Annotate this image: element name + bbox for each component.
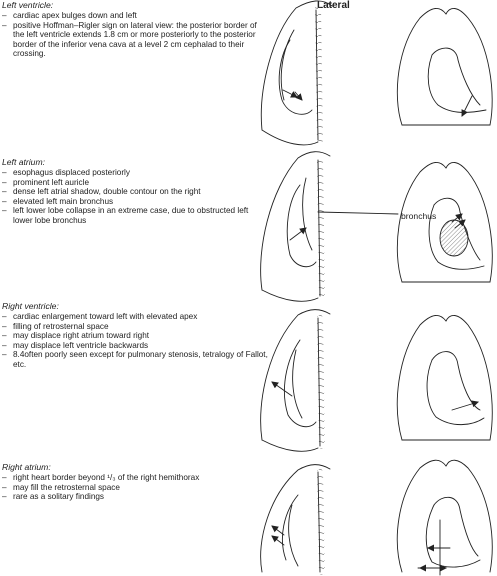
lv-lateral-diagram — [261, 1, 332, 145]
section-heading: Right atrium: — [2, 462, 51, 472]
finding-item: – dense left atrial shadow, double contour on the right — [0, 187, 268, 197]
ra-lateral-diagram — [261, 465, 330, 572]
finding-item: – rare as a solitary findings — [0, 492, 268, 502]
finding-item: – cardiac apex bulges down and left — [0, 11, 268, 21]
finding-item: – prominent left auricle — [0, 178, 268, 188]
finding-item: – may displace right atrium toward right — [0, 331, 268, 341]
lv-frontal-diagram — [397, 8, 492, 125]
finding-item: – left lower lobe collapse in an extreme case, due to obstructed left lower lobe bronchus — [0, 206, 268, 225]
finding-item: – positive Hoffman–Rigler sign on lateral view: the posterior border of the left ventricle extends 1.8 cm or more posteriorly to the posterior border of the inferior vena cava at a level 2 cm cephalad to their crossing. — [0, 21, 268, 59]
la-lateral-diagram — [261, 152, 398, 302]
finding-item: – right heart border beyond ¹/₃ of the right hemithorax — [0, 473, 268, 483]
finding-item: – may fill the retrosternal space — [0, 483, 268, 493]
rv-lateral-diagram — [261, 310, 330, 452]
finding-item: – elevated left main bronchus — [0, 197, 268, 207]
bronchus-label: bronchus — [401, 211, 437, 221]
section-heading: Left atrium: — [2, 157, 45, 167]
section-heading: Right ventricle: — [2, 301, 59, 311]
finding-item: – esophagus displaced posteriorly — [0, 168, 268, 178]
rv-frontal-diagram — [397, 315, 492, 440]
finding-item: – filling of retrosternal space — [0, 322, 268, 332]
section-heading: Left ventricle: — [2, 0, 54, 10]
finding-item: – cardiac enlargement toward left with elevated apex — [0, 312, 268, 322]
lateral-view-label: Lateral — [317, 0, 350, 11]
finding-item: – 8.4often poorly seen except for pulmonary stenosis, tetralogy of Fallot, etc. — [0, 350, 268, 369]
finding-item: – may displace left ventricle backwards — [0, 341, 268, 351]
ra-frontal-diagram — [397, 460, 492, 575]
la-frontal-diagram — [397, 162, 492, 282]
